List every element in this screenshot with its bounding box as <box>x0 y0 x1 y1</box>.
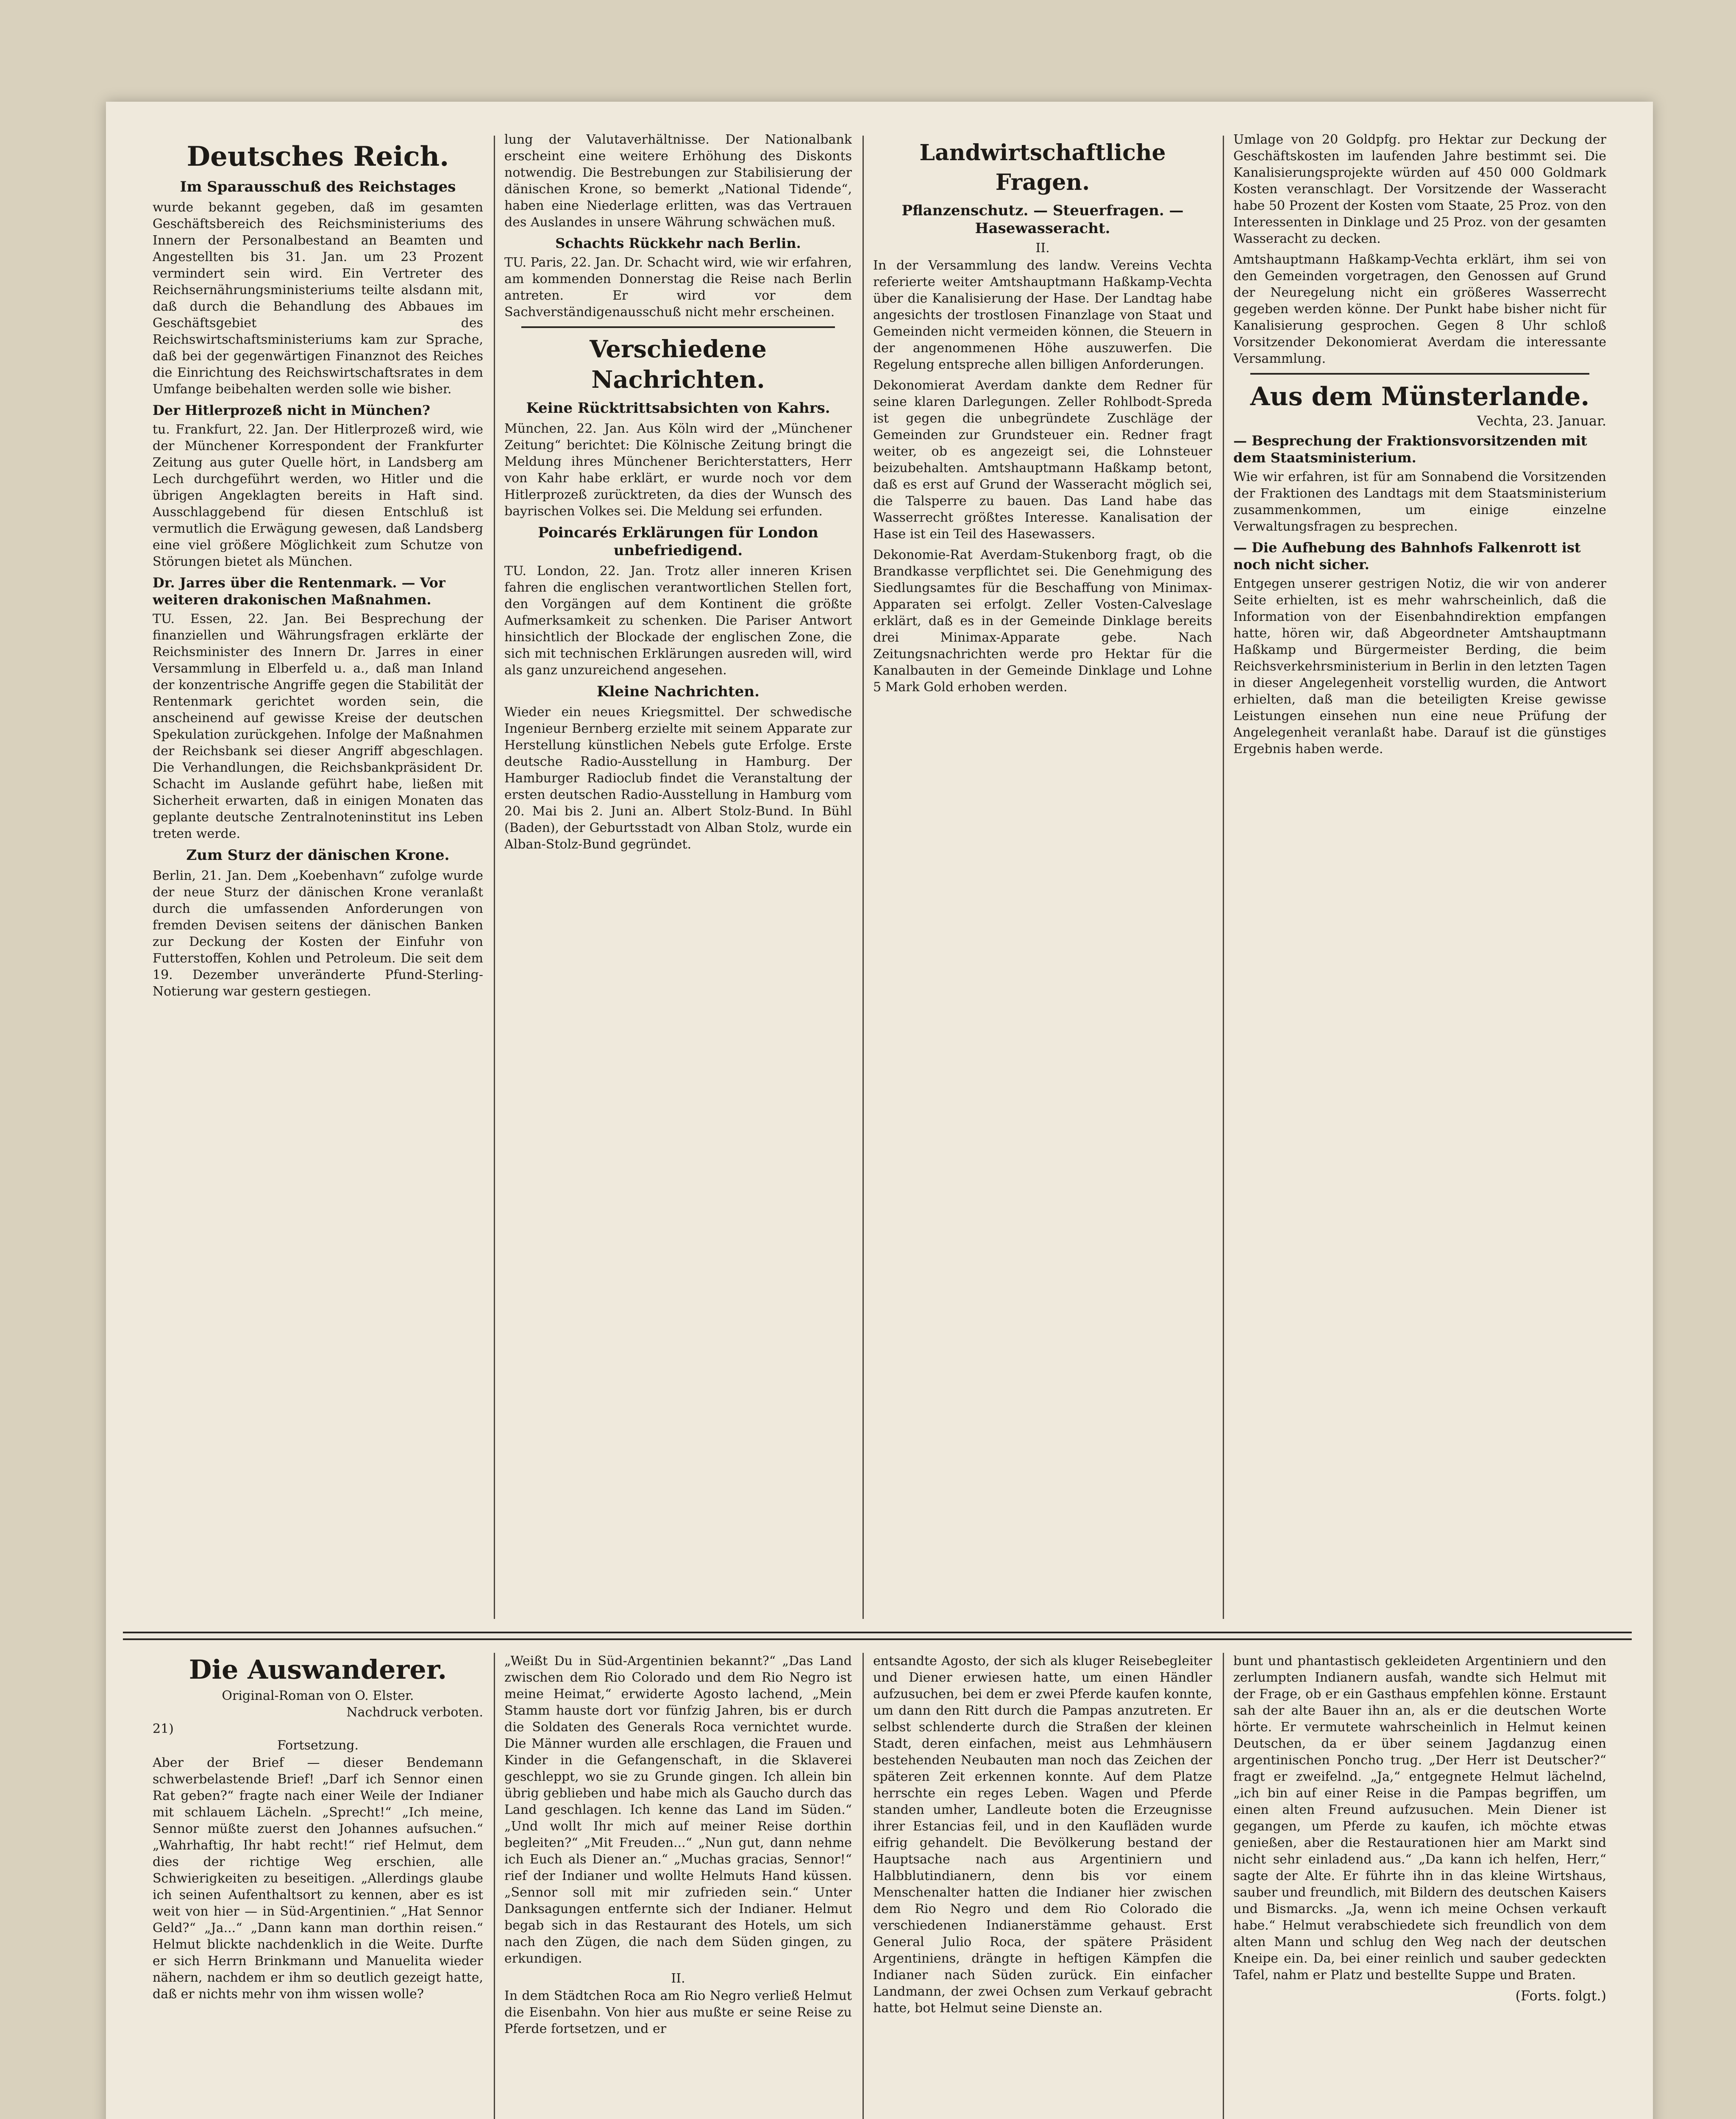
column-3 <box>873 131 1212 1627</box>
novel-column-4 <box>1233 1653 1606 2119</box>
newspaper-page <box>106 102 1653 2119</box>
column-divider <box>1223 1653 1224 2119</box>
novel-paragraph: In dem Städtchen Roca am Rio Negro verließ Helmut die Eisenbahn. Von hier aus mußte er seine Reise zu Pferde fortsetzen, und er <box>504 1988 852 2036</box>
headline-hitlerprozess: Der Hitlerprozeß nicht in München? <box>153 402 430 418</box>
article-paragraph: TU. Essen, 22. Jan. Bei Besprechung der finanziellen und Währungsfragen erklärte der Reichsminister des Innern Dr. Jarres in einer Versammlung in Elberfeld u. a., daß man Inland der konzentrische Angriffe gegen die Stabilität der Rentenmark gerichtet worden sein, die anscheinend auf gewisse Kreise der deutschen Spekulation zurückgehen. Infolge der Maßnahmen der Reichsbank sei dieser Angriff abgeschlagen. Die Verhandlungen, die Reichsbankpräsident Dr. Schacht im Auslande geführt habe, ließen mit Sicherheit erwarten, daß in einigen Monaten das geplante deutsche Zentralnoteninstitut ins Leben treten werde. <box>153 612 483 841</box>
novel-column-2 <box>504 1653 852 2119</box>
article-paragraph: Wie wir erfahren, ist für am Sonnabend die Vorsitzenden der Fraktionen des Landtags mit dem Staatsministerium zusammenkommen, um einige einzelne Verwaltungsfragen zu besprechen. <box>1233 470 1606 534</box>
continuation-label: Fortsetzung. <box>277 1738 359 1753</box>
headline-poincare: Poincarés Erklärungen für London unbefriedigend. <box>538 524 818 559</box>
section-rule <box>1250 373 1589 375</box>
article-paragraph: Dekonomierat Averdam dankte dem Redner für seine klaren Darlegungen. Zeller Rohlbodt-Spreda ist gegen die unbegründete Zuschläge der Gemeinden zur Grundsteuer ein. Redner fragt weiter, ob es angezeigt sei, die Lohnsteuer beizubehalten. Amtshauptmann Haßkamp betont, daß es erst auf Grund der Wasseracht möglich sei, die Talsperre zu bauen. Das Land habe das Wasserrecht größtes Interesse. Kanalisation der Hase ist ein Teil des Hasewassers. <box>873 378 1212 542</box>
article-paragraph: Umlage von 20 Goldpfg. pro Hektar zur Deckung der Geschäftskosten im laufenden Jahre bestimmt sei. Die Kanalisierungsprojekte würden auf 450 000 Goldmark Kosten veranschlagt. Der Vorsitzende der Wasseracht habe 50 Prozent der Kosten vom Staate, 25 Proz. von den Interessenten in Dinklage und 25 Proz. von der gesamten Wasseracht zu decken. <box>1233 132 1606 246</box>
headline-sparausschuss: Im Sparausschuß des Reichstages <box>180 178 456 195</box>
novel-column-3 <box>873 1653 1212 2119</box>
headline-bahnhof-falkenrott: — Die Aufhebung des Bahnhofs Falkenrott ist noch nicht sicher. <box>1233 539 1581 573</box>
novel-byline: Original-Roman von O. Elster. <box>222 1688 414 1703</box>
article-paragraph: Berlin, 21. Jan. Dem „Koebenhavn“ zufolge wurde der neue Sturz der dänischen Krone veranlaßt durch die umfassenden Anforderungen von fremden Devisen seitens der dänischen Banken zur Deckung der Kosten der Einfuhr von Futterstoffen, Kohlen und Petroleum. Die seit dem 19. Dezember unveränderte Pfund-Sterling-Notierung war gestern gestiegen. <box>153 868 483 999</box>
installment-number: 21) <box>153 1721 174 1736</box>
section-title-deutsches-reich: Deutsches Reich. <box>186 141 449 172</box>
section-title-verschiedene-nachrichten: Verschiedene Nachrichten. <box>590 335 767 394</box>
dateline: Vechta, 23. Januar. <box>1477 413 1606 429</box>
section-title-landwirtschaft: Landwirtschaftliche Fragen. <box>919 140 1166 195</box>
headline-kleine-nachrichten: Kleine Nachrichten. <box>597 683 760 700</box>
continuation-note: (Forts. folgt.) <box>1515 1988 1606 2004</box>
feuilleton-divider <box>123 1632 1632 1640</box>
headline-jarres: Dr. Jarres über die Rentenmark. — Vor weiteren drakonischen Maßnahmen. <box>153 575 445 608</box>
novel-paragraph: Aber der Brief — dieser Bendemann schwerbelastende Brief! „Darf ich Sennor einen Rat geben?“ fragte nach einer Weile der Indianer mit schlauem Lächeln. „Sprecht!“ „Ich meine, Sennor müßte zuerst den Johannes aufsuchen.“ „Wahrhaftig, Ihr habt recht!“ rief Helmut, dem dies der richtige Weg erschien, alle Schwierigkeiten zu beseitigen. „Allerdings glaube ich seinen Aufenthaltsort zu kennen, aber es ist weit von hier — in Süd-Argentinien.“ „Hat Sennor Geld?“ „Ja...“ „Dann kann man dorthin reisen.“ Helmut blickte nachdenklich in die Weite. Durfte er sich Herrn Brinkmann und Manuelita wieder nähern, nachdem er ihm so deutlich gezeigt hatte, daß er nichts mehr von ihm wissen wolle? <box>153 1755 483 2002</box>
column-divider <box>1223 136 1224 1619</box>
article-paragraph: München, 22. Jan. Aus Köln wird der „Münchener Zeitung“ berichtet: Die Kölnische Zeitung bringt die Meldung ihres Münchener Berichterstatters, Herr von Kahr habe erklärt, er wurde noch vor dem Hitlerprozeß zurücktreten, da dies der Wunsch des bayrischen Volkes sei. Die Meldung sei erfunden. <box>504 421 852 519</box>
part-numeral: II. <box>1035 241 1050 256</box>
reprint-notice: Nachdruck verboten. <box>346 1705 483 1720</box>
novel-paragraph: „Weißt Du in Süd-Argentinien bekannt?“ „Das Land zwischen dem Rio Colorado und dem Rio Negro ist meine Heimat,“ erwiderte Agosto lachend, „Mein Stamm hauste dort vor fünfzig Jahren, bis er durch die Soldaten des Generals Roca vernichtet wurde. Die Männer wurden alle erschlagen, die Frauen und Kinder in die Gefangenschaft, in die Sklaverei geschleppt, wo sie zu Grunde gingen. Ich allein bin übrig geblieben und habe mich als Gaucho durch das Land geschlagen. Ich kenne das Land im Süden.“ „Und wollt Ihr mich auf meiner Reise dorthin begleiten?“ „Mit Freuden...“ „Nun gut, dann nehme ich Euch als Diener an.“ „Muchas gracias, Sennor!“ rief der Indianer und wollte Helmuts Hand küssen. „Sennor soll mit mir zufrieden sein.“ Unter Danksagungen entfernte sich der Indianer. Helmut begab sich in das Restaurant des Hotels, um sich nach den Zügen, die nach dem Süden gingen, zu erkundigen. <box>504 1654 852 1966</box>
article-paragraph: TU. London, 22. Jan. Trotz aller inneren Krisen fahren die englischen verantwortlichen Stellen fort, den Vorgängen auf dem Kontinent die größte Aufmerksamkeit zu schenken. Die Pariser Antwort hinsichtlich der Blockade der englischen Zone, die sich mit technischen Erklärungen ausreden will, wird als ganz unzureichend angesehen. <box>504 564 852 678</box>
chapter-numeral: II. <box>671 1971 685 1986</box>
article-paragraph: lung der Valutaverhältnisse. Der Nationalbank erscheint eine weitere Erhöhung des Diskonts notwendig. Die Bestrebungen zur Stabilisierung der dänischen Krone, so bemerkt „National Tidende“, haben eine Niederlage erlitten, was das Vertrauen des Auslandes in unsere Währung schwächen muß. <box>504 132 852 230</box>
column-4 <box>1233 131 1606 1627</box>
column-1 <box>153 131 483 1627</box>
headline-pflanzenschutz: Pflanzenschutz. — Steuerfragen. — Hasewasseracht. <box>901 202 1184 237</box>
article-paragraph: Amtshauptmann Haßkamp-Vechta erklärt, ihm sei von den Gemeinden vorgetragen, den Genossen auf Grund der Neuregelung nicht ein größeres Wasserrecht gegeben werden könne. Der Punkt habe bisher nicht für Kanalisierung gesprochen. Gegen 8 Uhr schloß Vorsitzender Dekonomierat Averdam die interessante Versammlung. <box>1233 252 1606 366</box>
headline-kahr: Keine Rücktrittsabsichten von Kahrs. <box>526 400 830 417</box>
article-paragraph: wurde bekannt gegeben, daß im gesamten Geschäftsbereich des Reichsministeriums des Innern der Personalbestand an Beamten und Angestellten bis 31. Jan. um 23 Prozent vermindert sein wird. Ein Vertreter des Reichsernährungsministeriums teilte alsdann mit, daß durch die Behandlung des Abbaues im Geschäftsgebiet des Reichswirtschaftsministeriums kam zur Sprache, daß bei der gegenwärtigen Finanznot des Reiches die Einrichtung des Reichswirtschaftsrates in dem Umfange beibehalten werden solle wie bisher. <box>153 200 483 397</box>
column-divider <box>862 136 864 1619</box>
column-divider <box>494 1653 495 2119</box>
novel-paragraph: bunt und phantastisch gekleideten Argentiniern und den zerlumpten Indianern ausfah, wandte sich Helmut mit der Frage, ob er ein Gasthaus empfehlen könne. Erstaunt sah der alte Bauer ihn an, als er die deutschen Worte hörte. Er vermutete wahrscheinlich in Helmut keinen Deutschen, da er über seinem Jagdanzug einen argentinischen Poncho trug. „Der Herr ist Deutscher?“ fragt er zweifelnd. „Ja,“ entgegnete Helmut lächelnd, „ich bin auf einer Reise in die Pampas begriffen, um einen alten Freund aufzusuchen. Mein Diener ist gegangen, um Pferde zu kaufen, ich möchte etwas genießen, aber die Restaurationen hier am Markt sind nicht sehr einladend aus.“ „Da kann ich helfen, Herr,“ sagte der Alte. Er führte ihn in das kleine Wirtshaus, sauber und freundlich, mit Bildern des deutschen Kaisers und Bismarcks. „Ja, wenn ich meine Ochsen verkauft habe.“ Helmut verabschiedete sich freundlich von dem alten Mann und schlug den Weg nach der deutschen Kneipe ein. Da, bei einer reinlich und sauber gedeckten Tafel, nahm er Platz und bestellte Suppe und Braten. <box>1233 1654 1606 1983</box>
headline-fraktionsvorsitzende: — Besprechung der Fraktionsvorsitzenden mit dem Staatsministerium. <box>1233 433 1587 466</box>
novel-column-1 <box>153 1653 483 2119</box>
section-title-muensterlande: Aus dem Münsterlande. <box>1250 382 1590 412</box>
article-paragraph: Wieder ein neues Kriegsmittel. Der schwedische Ingenieur Bernberg erzielte mit seinem Apparate zur Herstellung künstlichen Nebels gute Erfolge. Erste deutsche Radio-Ausstellung in Hamburg. Der Hamburger Radioclub findet die Veranstaltung der ersten deutschen Radio-Ausstellung in Hamburg vom 20. Mai bis 2. Juni an. Albert Stolz-Bund. In Bühl (Baden), der Geburtsstadt von Alban Stolz, wurde ein Alban-Stolz-Bund gegründet. <box>504 705 852 852</box>
column-divider <box>494 136 495 1619</box>
article-paragraph: TU. Paris, 22. Jan. Dr. Schacht wird, wie wir erfahren, am kommenden Donnerstag die Reise nach Berlin antreten. Er wird vor dem Sachverständigenausschuß nicht mehr erscheinen. <box>504 255 852 320</box>
article-paragraph: Dekonomie-Rat Averdam-Stukenborg fragt, ob die Brandkasse verpflichtet sei. Die Genehmigung des Siedlungsamtes für die Beschaffung von Minimax-Apparaten sei erfolgt. Zeller Vosten-Calveslage erklärt, daß es in der Gemeinde Dinklage bereits drei Minimax-Apparate gebe. Nach Zeitungsnachrichten werde pro Hektar für die Kanalbauten in der Gemeinde Dinklage und Lohne 5 Mark Gold erhoben werden. <box>873 548 1212 695</box>
article-paragraph: In der Versammlung des landw. Vereins Vechta referierte weiter Amtshauptmann Haßkamp-Vechta über die Kanalisierung der Hase. Der Landtag habe angesichts der trostlosen Finanzlage von Staat und Gemeinden nicht vermeiden können, die Steuern in der angenommenen Höhe auszuwerfen. Die Regelung entspreche allen billigen Anforderungen. <box>873 258 1212 372</box>
headline-schacht: Schachts Rückkehr nach Berlin. <box>555 235 801 251</box>
novel-paragraph: entsandte Agosto, der sich als kluger Reisebegleiter und Diener erwiesen hatte, um einen Händler aufzusuchen, bei dem er zwei Pferde kaufen konnte, um dann den Ritt durch die Pampas anzutreten. Er selbst schlenderte durch die Straßen der kleinen Stadt, deren einfachen, meist aus Lehmhäusern bestehenden Neubauten man noch das Zeichen der späteren Zeit erkennen konnte. Auf dem Platze herrschte ein reges Leben. Wagen und Pferde standen umher, Landleute boten die Erzeugnisse ihrer Estancias feil, und in den Kaufläden wurde eifrig gehandelt. Die Bevölkerung bestand der Hauptsache nach aus Argentiniern und Halbblutindianern, denn bis vor einem Menschenalter hatten die Indianer hier zwischen dem Rio Negro und dem Rio Colorado die verschiedenen Indianerstämme gehaust. Erst General Julio Roca, der spätere Präsident Argentiniens, drängte in heftigen Kämpfen die Indianer nach Süden zurück. Ein einfacher Landmann, der zwei Ochsen zum Verkauf gebracht hatte, bot Helmut seine Dienste an. <box>873 1654 1212 2016</box>
section-rule <box>521 326 835 328</box>
article-paragraph: Entgegen unserer gestrigen Notiz, die wir von anderer Seite erhielten, ist es mehr wahrscheinlich, daß die Information von der Eisenbahndirektion empfangen hatte, hören wir, daß Abgeordneter Amtshauptmann Haßkamp und Bürgermeister Berding, die beim Reichsverkehrsministerium in Berlin in den letzten Tagen in dieser Angelegenheit vorstellig wurden, die Antwort erhielten, daß man die beteiligten Kreise gewisse Leistungen einsehen nun eine neue Prüfung der Angelegenheit veranlaßt habe. Darauf ist die günstiges Ergebnis haben werde. <box>1233 576 1606 756</box>
novel-title: Die Auswanderer. <box>189 1654 447 1685</box>
column-divider <box>862 1653 864 2119</box>
column-2 <box>504 131 852 1627</box>
headline-daenische-krone: Zum Sturz der dänischen Krone. <box>186 847 450 864</box>
article-paragraph: tu. Frankfurt, 22. Jan. Der Hitlerprozeß wird, wie der Münchener Korrespondent der Frankfurter Zeitung aus guter Quelle hört, in Landsberg am Lech durchgeführt werden, wo Hitler und die übrigen Angeklagten bereits in Haft sind. Ausschlaggebend für diesen Entschluß ist vermutlich die Erwägung gewesen, daß Landsberg eine viel größere Möglichkeit zum Schutze von Störungen bietet als München. <box>153 422 483 569</box>
